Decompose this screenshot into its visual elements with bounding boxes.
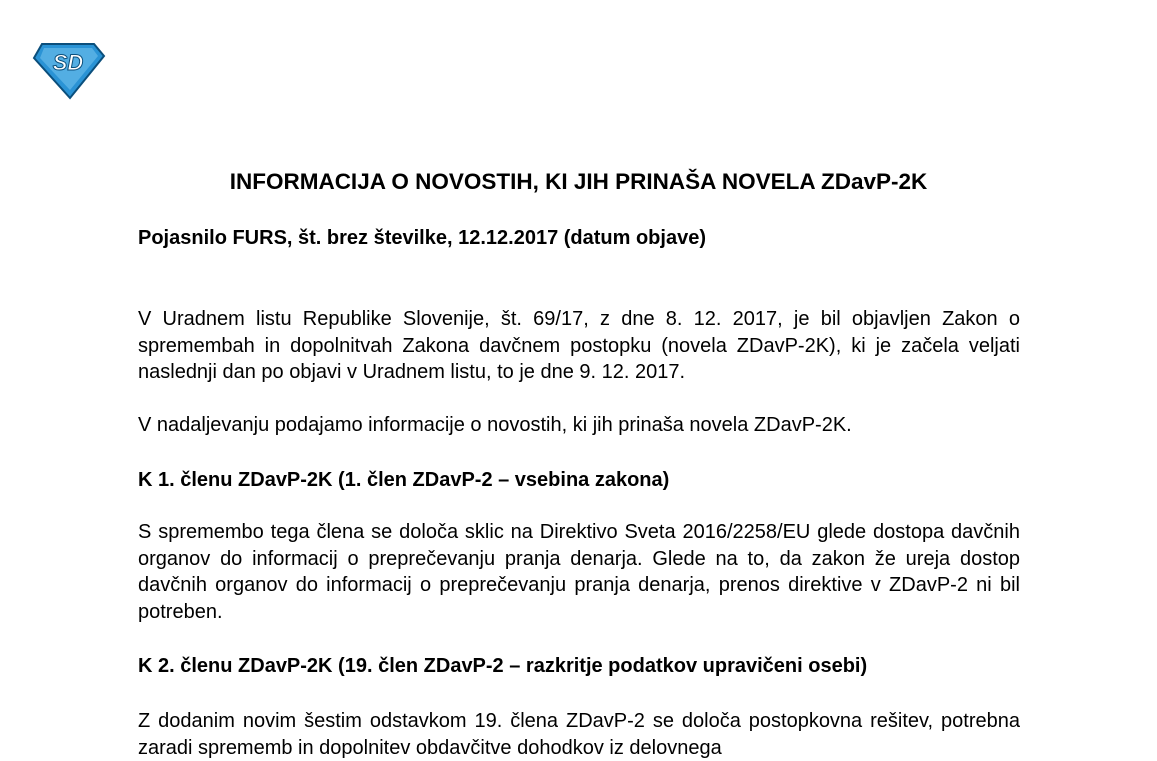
logo-text: SD — [52, 50, 84, 75]
paragraph-3: S spremembo tega člena se določa sklic na Direktivo Sveta 2016/2258/EU glede dostopa davčnih organov do informacij o preprečevanju pranja denarja. Glede na to, da zakon že ureja dostop davčnih organov do informacij o preprečevanju pranja denarja, prenos direktive v ZDavP-2 ni bil potreben. — [138, 521, 1020, 623]
document-subtitle: Pojasnilo FURS, št. brez številke, 12.12.2017 (datum objave) — [138, 227, 706, 249]
paragraph-4: Z dodanim novim šestim odstavkom 19. člena ZDavP-2 se določa postopkovna rešitev, potrebna zaradi sprememb in dopolnitev obdavčitve dohodkov iz delovnega — [138, 710, 1020, 759]
paragraph-2: V nadaljevanju podajamo informacije o novostih, ki jih prinaša novela ZDavP-2K. — [138, 414, 852, 436]
document-title: INFORMACIJA O NOVOSTIH, KI JIH PRINAŠA NOVELA ZDavP-2K — [229, 169, 928, 194]
paragraph-1: V Uradnem listu Republike Slovenije, št. 69/17, z dne 8. 12. 2017, je bil objavljen Zakon o spremembah in dopolnitvah Zakona davčnem postopku (novela ZDavP-2K), ki je začela veljati naslednji dan po objavi v Uradnem listu, to je dne 9. 12. 2017. — [138, 308, 1020, 383]
logo-image — [30, 40, 106, 100]
section-heading-2: K 2. členu ZDavP-2K (19. člen ZDavP-2 – razkritje podatkov upravičeni osebi) — [138, 655, 868, 677]
section-heading-1: K 1. členu ZDavP-2K (1. člen ZDavP-2 – vsebina zakona) — [138, 469, 670, 491]
